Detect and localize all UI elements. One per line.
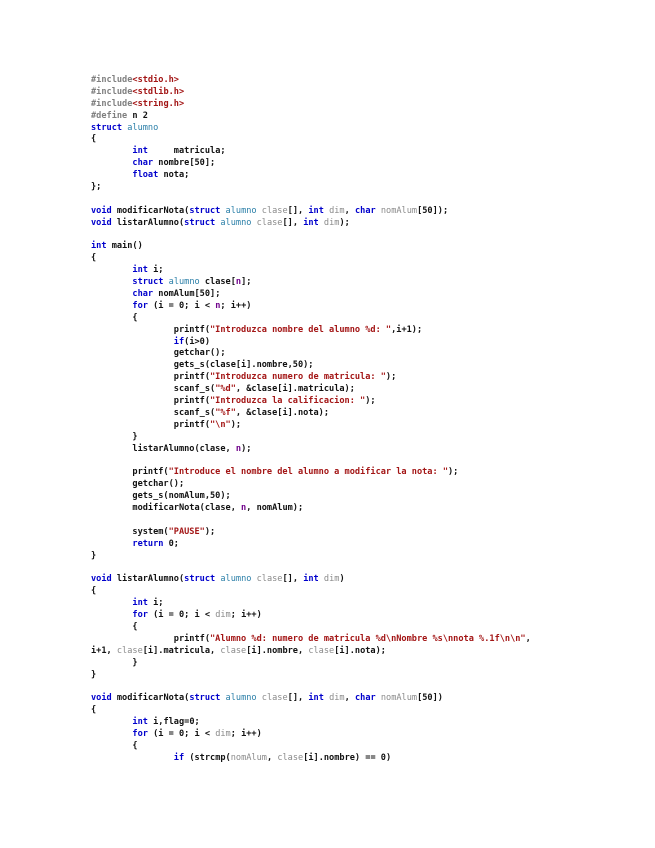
code-token: clase [220, 645, 247, 656]
code-token: scanf_s( [91, 407, 216, 418]
code-token: listarAlumno( [111, 574, 185, 585]
code-token: }; [91, 182, 102, 193]
code-token: struct [184, 217, 216, 228]
code-token: if [173, 336, 185, 347]
code-token: (i>0) [184, 336, 211, 347]
code-token: alumno [127, 122, 159, 133]
code-token: <stdlib.h> [132, 86, 185, 97]
code-token: struct [189, 693, 221, 704]
code-line [91, 384, 631, 396]
code-token: for [132, 300, 148, 311]
code-token: struct [132, 277, 164, 288]
code-line [91, 241, 631, 253]
code-token: [i].nombre) == 0) [303, 752, 392, 763]
code-token: nomAlum [380, 693, 418, 704]
code-token [91, 146, 132, 156]
code-token: ]; [241, 277, 252, 288]
code-line [91, 348, 631, 360]
code-line [91, 396, 631, 408]
code-token: scanf_s( [91, 384, 216, 395]
code-token: (i = 0; i < [147, 728, 216, 739]
code-token: (strcmp( [184, 752, 231, 763]
code-token: dim [329, 693, 345, 704]
code-token [91, 158, 132, 168]
code-token [91, 717, 132, 727]
code-token: if [173, 752, 185, 763]
code-token: [i].matricula, [142, 645, 221, 656]
code-line [91, 539, 631, 551]
code-token: n [235, 443, 242, 454]
code-token: dim [215, 610, 231, 621]
code-token: { [91, 134, 97, 145]
code-token: #include [91, 86, 133, 97]
code-token [91, 598, 132, 608]
code-token: alumno [168, 277, 200, 288]
code-token: int [308, 693, 324, 704]
code-token: nota; [158, 170, 190, 181]
code-token: dim [215, 728, 231, 739]
code-token: } [91, 669, 97, 680]
code-token: ; i++) [230, 728, 262, 739]
code-token: [], [287, 205, 309, 216]
code-token: char [354, 205, 376, 216]
code-token: n [235, 277, 242, 288]
code-token: modificarNota( [111, 693, 190, 704]
code-line [91, 634, 631, 646]
code-line [91, 753, 631, 765]
code-token: #define [91, 110, 133, 121]
code-token: printf( [91, 467, 169, 478]
code-token: int [303, 574, 319, 585]
code-token: i,flag=0; [147, 717, 200, 728]
code-token: ); [230, 419, 242, 430]
blank-line [91, 515, 631, 527]
code-token: nomAlum [230, 752, 267, 763]
code-token: [], [282, 574, 304, 585]
code-token: } [91, 657, 138, 668]
code-token [91, 301, 132, 311]
code-token [91, 610, 132, 620]
code-token: int [132, 265, 148, 276]
code-token: #include [91, 75, 133, 85]
code-token: "\n" [210, 419, 231, 430]
code-listing [91, 75, 631, 765]
code-token: , &clase[i].matricula); [235, 384, 355, 395]
code-token: alumno [225, 693, 257, 704]
code-line [91, 693, 631, 705]
code-line [91, 87, 631, 99]
code-line [91, 527, 631, 539]
code-token: struct [184, 574, 216, 585]
code-token: [50]); [417, 205, 449, 216]
code-token: ; i++) [230, 610, 262, 621]
code-token: [i].nota); [334, 645, 386, 656]
code-token: { [91, 586, 97, 597]
code-token: nombre[50]; [153, 158, 216, 169]
code-token: ); [448, 467, 459, 478]
code-token: , [266, 752, 278, 763]
code-token: for [132, 728, 148, 739]
code-token: 0; [163, 538, 179, 549]
code-token: clase [261, 693, 288, 704]
code-token: clase [256, 574, 283, 585]
code-line [91, 301, 631, 313]
code-token: struct [91, 122, 128, 133]
code-token: "Alumno %d: numero de matricula %d\nNombre %s\nnota %.1f\n\n" [210, 633, 526, 644]
code-token: "Introduzca nombre del alumno %d: " [210, 324, 392, 335]
code-line [91, 325, 631, 337]
blank-line [91, 456, 631, 468]
code-line [91, 491, 631, 503]
code-line [91, 289, 631, 301]
code-token: listarAlumno( [111, 217, 185, 228]
code-token: [i].nombre, [246, 645, 309, 656]
code-line [91, 170, 631, 182]
code-token: i; [147, 598, 164, 609]
code-token: ); [385, 372, 397, 383]
code-line [91, 408, 631, 420]
code-line [91, 622, 631, 634]
code-line [91, 610, 631, 622]
code-token: int [132, 717, 148, 728]
code-line [91, 503, 631, 515]
code-token: n [241, 503, 247, 514]
code-line [91, 670, 631, 682]
code-token [91, 753, 174, 763]
code-line [91, 206, 631, 218]
code-token: clase [277, 752, 304, 763]
code-token: } [91, 431, 138, 442]
code-token: char [132, 289, 154, 300]
code-token: alumno [220, 574, 252, 585]
code-token: clase [261, 205, 288, 216]
code-line [91, 134, 631, 146]
code-token: <string.h> [132, 98, 185, 109]
code-token: char [132, 158, 154, 169]
code-line [91, 337, 631, 349]
code-line [91, 277, 631, 289]
code-token: "%d" [215, 384, 236, 395]
code-line [91, 372, 631, 384]
code-token: i; [147, 265, 164, 276]
code-line [91, 551, 631, 563]
code-token: "%f" [215, 407, 236, 418]
code-token: n 2 [132, 110, 148, 121]
code-token: clase [308, 645, 335, 656]
code-line [91, 218, 631, 230]
code-line [91, 598, 631, 610]
code-token: int [132, 598, 148, 609]
code-token: clase[ [199, 277, 236, 288]
code-token: getchar(); [91, 348, 226, 359]
code-token: [], [282, 217, 304, 228]
code-token: nomAlum [380, 205, 418, 216]
code-token: return [132, 538, 164, 549]
code-line [91, 123, 631, 135]
code-token: dim [329, 205, 345, 216]
code-token: n [215, 300, 221, 311]
code-token: matricula; [147, 146, 226, 157]
code-line [91, 705, 631, 717]
code-token: , [525, 633, 531, 644]
code-token: modificarNota(clase, [91, 503, 242, 514]
code-token: printf( [91, 419, 210, 430]
code-token: (i = 0; i < [147, 610, 216, 621]
code-line [91, 75, 631, 87]
code-token: int [132, 146, 148, 157]
code-line [91, 158, 631, 170]
code-token: printf( [91, 633, 210, 644]
code-token: "Introduzca numero de matricula: " [210, 372, 386, 383]
code-token: alumno [225, 205, 257, 216]
blank-line [91, 563, 631, 575]
code-token: , nomAlum); [246, 503, 304, 514]
code-token [91, 277, 132, 287]
code-token: { [91, 312, 138, 323]
code-token: int [91, 241, 107, 252]
code-token: ,i+1); [391, 324, 423, 335]
code-token [91, 539, 132, 549]
code-line [91, 741, 631, 753]
code-token: ); [204, 526, 216, 537]
code-token: , [344, 693, 355, 704]
code-token [91, 265, 132, 275]
code-token: void [91, 217, 112, 228]
code-line [91, 99, 631, 111]
code-token: printf( [91, 396, 210, 407]
code-line [91, 420, 631, 432]
code-token: [], [287, 693, 309, 704]
code-token: ); [365, 396, 376, 407]
code-line [91, 111, 631, 123]
code-line [91, 146, 631, 158]
code-token: void [91, 693, 112, 704]
code-line [91, 574, 631, 586]
code-token [91, 170, 132, 180]
code-token: ) [339, 574, 345, 585]
code-line [91, 479, 631, 491]
code-token: main() [106, 241, 143, 252]
code-token: getchar(); [91, 479, 185, 490]
code-token: printf( [91, 372, 210, 383]
code-line [91, 253, 631, 265]
code-token: listarAlumno(clase, [91, 443, 236, 454]
code-token: printf( [91, 324, 210, 335]
code-token: float [132, 170, 159, 181]
code-line [91, 646, 631, 658]
code-token: modificarNota( [111, 205, 190, 216]
code-line [91, 717, 631, 729]
code-line [91, 658, 631, 670]
code-token: { [91, 253, 97, 264]
code-token: { [91, 621, 138, 632]
code-token: <stdio.h> [132, 75, 179, 85]
code-line [91, 729, 631, 741]
code-token: void [91, 205, 112, 216]
code-token: gets_s(nomAlum,50); [91, 491, 231, 502]
code-token: clase [256, 217, 283, 228]
code-token: "Introduce el nombre del alumno a modificar la nota: " [168, 467, 448, 478]
code-token: "PAUSE" [168, 526, 205, 537]
code-token: dim [323, 574, 340, 585]
blank-line [91, 230, 631, 242]
code-line [91, 265, 631, 277]
code-token: struct [189, 205, 221, 216]
code-token [91, 337, 174, 347]
code-line [91, 313, 631, 325]
code-token [91, 289, 132, 299]
code-line [91, 586, 631, 598]
code-token: for [132, 610, 148, 621]
code-token: dim [323, 217, 340, 228]
code-line [91, 360, 631, 372]
code-token: void [91, 574, 112, 585]
blank-line [91, 194, 631, 206]
code-token: clase [116, 645, 143, 656]
code-token: i+1, [91, 645, 117, 656]
code-token: system( [91, 526, 169, 537]
code-token: gets_s(clase[i].nombre,50); [91, 360, 314, 371]
code-line [91, 432, 631, 444]
blank-line [91, 681, 631, 693]
code-token: ); [241, 443, 252, 454]
code-token: [50]) [417, 693, 443, 704]
code-token: ); [339, 217, 350, 228]
code-line [91, 444, 631, 456]
code-token: int [308, 205, 324, 216]
code-token: } [91, 550, 97, 561]
code-token: { [91, 705, 97, 716]
code-token: #include [91, 98, 133, 109]
code-token [91, 729, 132, 739]
code-token: { [91, 740, 138, 751]
code-token: char [354, 693, 376, 704]
code-token: "Introduzca la calificacion: " [210, 396, 366, 407]
code-token: ; i++) [220, 300, 252, 311]
code-token: , [344, 205, 355, 216]
code-token: alumno [220, 217, 252, 228]
code-token: (i = 0; i < [147, 300, 216, 311]
code-line [91, 182, 631, 194]
code-token: , &clase[i].nota); [235, 407, 330, 418]
code-token: int [303, 217, 319, 228]
code-line [91, 467, 631, 479]
code-token: nomAlum[50]; [153, 289, 221, 300]
